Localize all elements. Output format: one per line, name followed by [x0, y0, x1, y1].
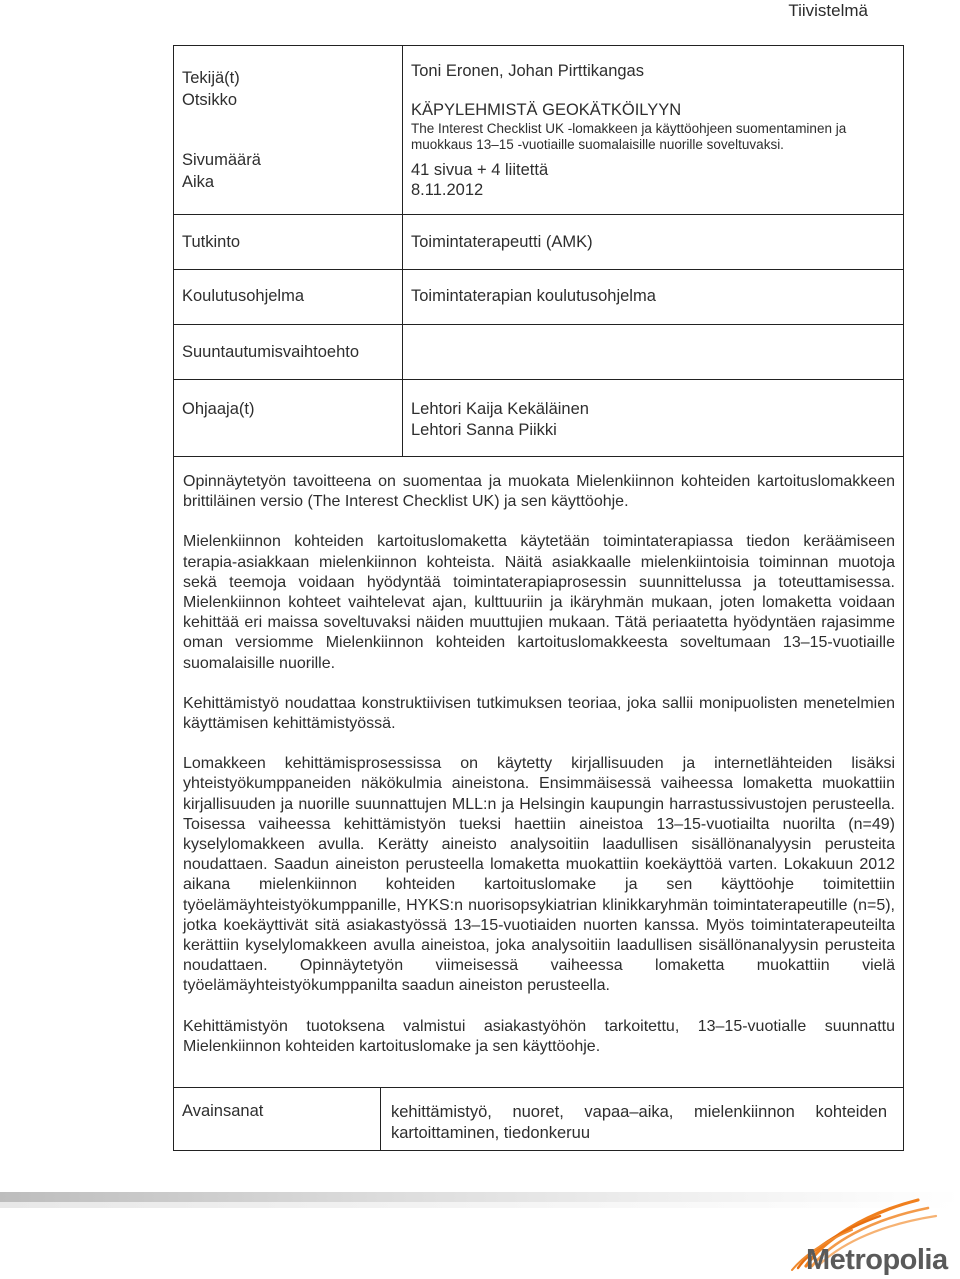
row-divider — [174, 269, 903, 270]
abstract-paragraph: Mielenkiinnon kohteiden kartoituslomaketta käytetään toimintaterapiassa tiedon keräämiseen terapia-asiakkaan mielenkiinnon kohteista. Näitä asiakkaalle mielenkiintoisia toiminnan muotoja sekä teemoja voidaan hyödyntää toimintaterapiaprosessin suunnittelussa ja toteuttamisessa. Mielenkiinnon kohteet vaihtelevat ajan, kulttuuriin ja ikäryhmän mukaan, joten lomaketta voidaan kehittää eri maissa soveltuvaksi näiden muuttujien mukaan. Tätä periaatetta hyödyntäen rajasimme oman versiomme Mielenkiinnon kohteiden kartoituslomakkeesta soveltumaan 13–15-vuotiaille suomalaisille nuorille. — [183, 533, 895, 672]
title-label: Otsikko — [182, 91, 238, 109]
degree-label: Tutkinto — [182, 233, 241, 251]
keywords-divider — [174, 1087, 903, 1088]
document-type-label: Tiivistelmä — [788, 1, 868, 20]
abstract-paragraph: Opinnäytetyön tavoitteena on suomentaa ja muokata Mielenkiinnon kohteiden kartoituslomakkeen brittiläinen versio (The Interest Checklist UK) ja sen käyttöohje. — [183, 473, 895, 511]
row-divider — [174, 379, 903, 380]
authors-label: Tekijä(t) — [182, 69, 240, 87]
thesis-title: KÄPYLEHMISTÄ GEOKÄTKÖILYYN — [411, 101, 682, 119]
supervisor-2: Lehtori Sanna Piikki — [411, 421, 557, 439]
date-label: Aika — [182, 173, 215, 191]
keywords-label: Avainsanat — [182, 1102, 264, 1120]
authors-value: Toni Eronen, Johan Pirttikangas — [411, 62, 644, 80]
row-divider — [174, 214, 903, 215]
abstract-paragraph: Kehittämistyön tuotoksena valmistui asiakastyöhön tarkoitettu, 13–15-vuotialle suunnattu Mielenkiinnon kohteiden kartoituslomake ja sen käyttöohje. — [183, 1017, 895, 1055]
pages-value: 41 sivua + 4 liitettä — [411, 161, 549, 179]
thesis-subtitle-line1: The Interest Checklist UK -lomakkeen ja käyttöohjeen suomentaminen ja — [411, 121, 847, 136]
row-divider — [174, 324, 903, 325]
date-value: 8.11.2012 — [411, 181, 484, 199]
metropolia-logo-text: Metropolia — [806, 1244, 948, 1276]
abstract-paragraph: Lomakkeen kehittämisprosessissa on käytetty kirjallisuuden ja internetlähteiden lisäksi yhteistyökumppaneiden näkökulmia aineistona. Ensimmäisessä vaiheessa lomaketta muokattiin kirjallisuuden ja nuorille suunnattujen MLL:n ja Helsingin kaupungin harrastussivustojen perusteella. Toisessa vaiheessa kehittämistyön tueksi haettiin aineistoa 13–15-vuotiailta nuorilta (n=49) kyselylomakkeen avulla. Kerätty aineisto analysoitiin laadullisen sisällönanalyysin perusteita noudattaen. Saadun aineiston perusteella lomaketta muokattiin koekäyttöä varten. Lokakuun 2012 aikana mielenkiinnon kohteiden kartoituslomake ja sen käyttöohje toimitettiin työelämäyhteistyökumppanille, HYKS:n nuorisopsykiatrian klinikkaryhmän toimintaterapeutille (n=5), jotka koekäyttivät sitä asiakastyössä 13–15-vuotiaiden nuorten kanssa. Myös toimintaterapeuteilta kerättiin kyselylomakkeen avulla aineistoa, joka analysoitiin laadullisen sisällönanalyysin perusteita noudattaen. Opinnäytetyön viimeisessä vaiheessa lomaketta muokattiin vielä työelämäyhteistyökumppanilta saadun aineiston perusteella. — [183, 755, 895, 995]
pages-label: Sivumäärä — [182, 151, 261, 169]
column-divider — [402, 46, 403, 456]
abstract-form — [173, 45, 904, 1151]
keywords-column-divider — [380, 1087, 381, 1151]
programme-label: Koulutusohjelma — [182, 287, 304, 305]
abstract-body — [183, 472, 895, 1077]
specialisation-label: Suuntautumisvaihtoehto — [182, 343, 360, 361]
thesis-subtitle-line2: muokkaus 13–15 -vuotiaille suomalaisille nuorille soveltuvaksi. — [411, 137, 784, 152]
abstract-paragraph: Kehittämistyö noudattaa konstruktiivisen tutkimuksen teoriaa, joka sallii monipuolisten menetelmien käyttämisen kehittämistyössä. — [183, 694, 895, 733]
degree-value: Toimintaterapeutti (AMK) — [411, 233, 593, 251]
supervisors-label: Ohjaaja(t) — [182, 400, 255, 418]
row-divider — [174, 456, 903, 457]
keywords-value: kehittämistyö, nuoret, vapaa–aika, mielenkiinnon kohteiden kartoittaminen, tiedonkeruu — [391, 1103, 887, 1142]
supervisor-1: Lehtori Kaija Kekäläinen — [411, 400, 589, 418]
programme-value: Toimintaterapian koulutusohjelma — [411, 287, 656, 305]
